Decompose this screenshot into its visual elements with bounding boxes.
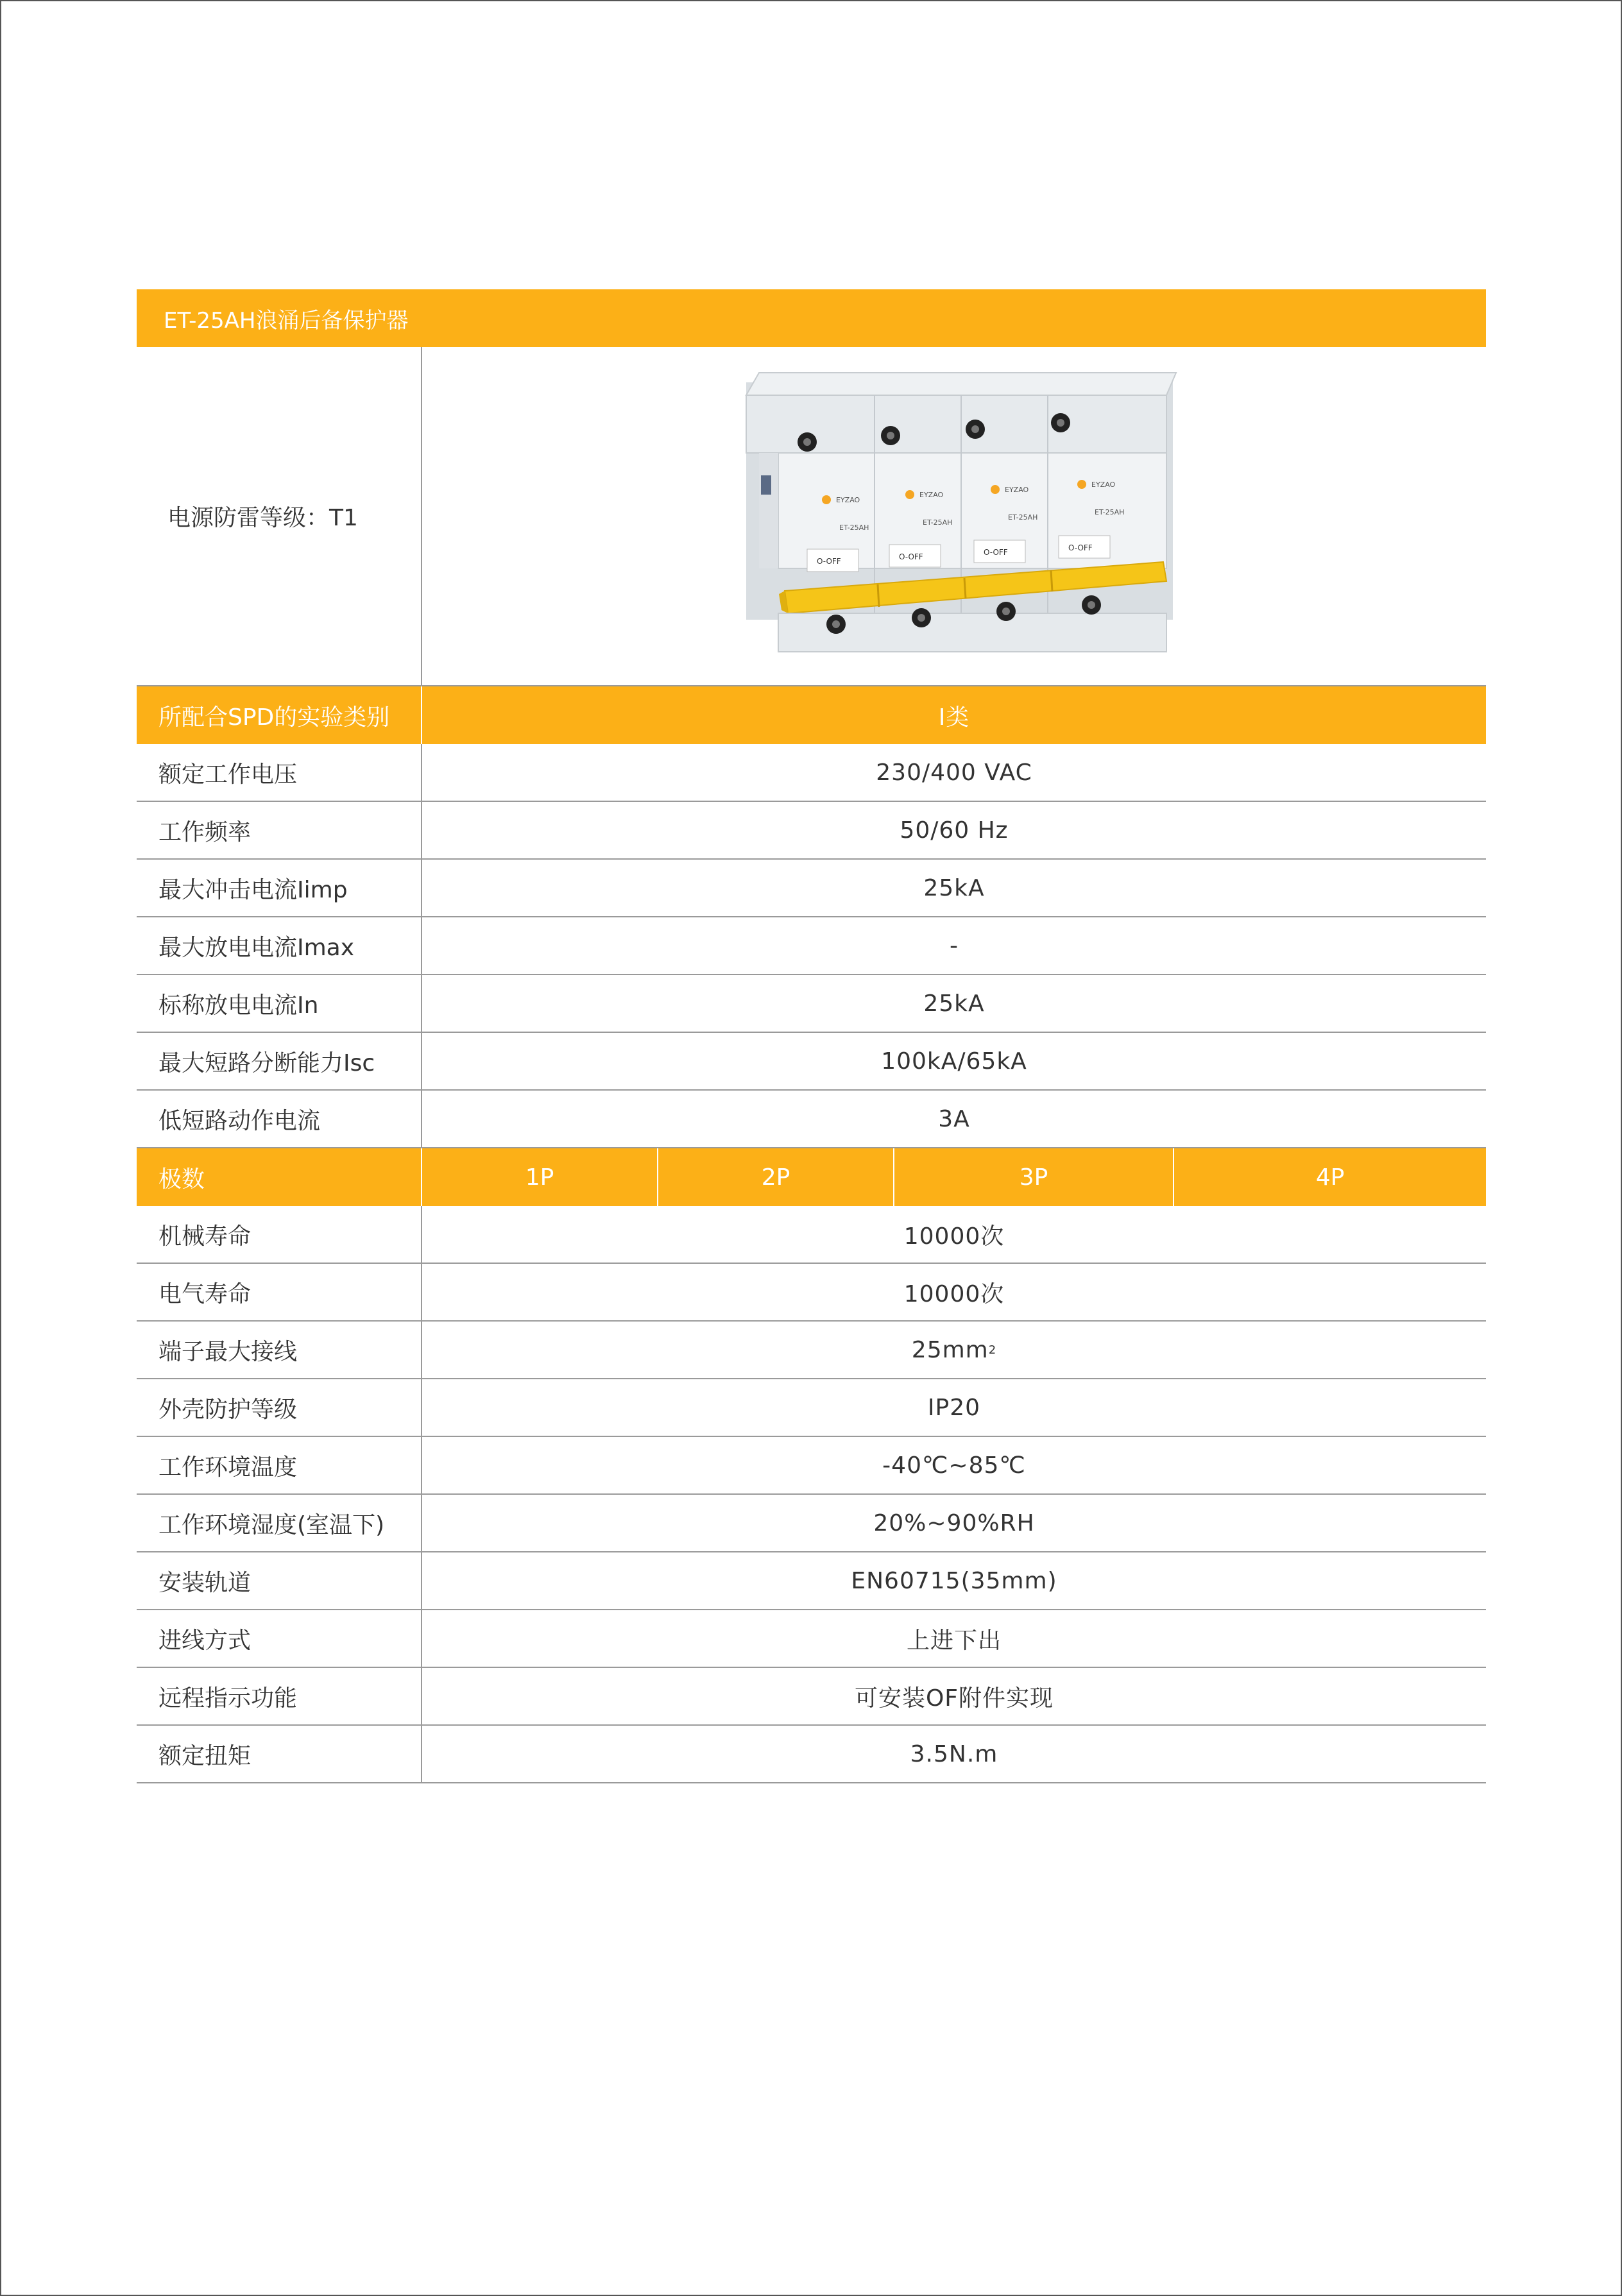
product-image xyxy=(422,347,1486,685)
spec-row xyxy=(137,802,1486,860)
svg-text:O-OFF: O-OFF xyxy=(984,548,1008,557)
spec-value: 10000次 xyxy=(903,1280,1005,1307)
spec-value: 10000次 xyxy=(903,1223,1005,1250)
spec-value: 3A xyxy=(938,1105,970,1132)
spec-row xyxy=(137,1495,1486,1552)
spec-label: 最大短路分断能力Isc xyxy=(137,1033,422,1089)
spec-label: 最大冲击电流Iimp xyxy=(137,860,422,916)
spec-row xyxy=(137,1322,1486,1379)
spec-label: 标称放电电流In xyxy=(137,975,422,1032)
poles-row xyxy=(137,1148,1486,1206)
product-image-row xyxy=(137,347,1486,686)
spec-row xyxy=(137,917,1486,975)
spec-row xyxy=(137,1437,1486,1495)
spec-value: 100kA/65kA xyxy=(881,1048,1027,1075)
spec-label: 远程指示功能 xyxy=(137,1668,422,1724)
pole-4p: 4P xyxy=(1315,1164,1345,1191)
svg-text:ET-25AH: ET-25AH xyxy=(839,523,869,532)
spec-value: 可安装OF附件实现 xyxy=(854,1685,1054,1712)
svg-text:ET-25AH: ET-25AH xyxy=(1095,508,1125,516)
spec-value: 20%~90%RH xyxy=(873,1509,1035,1536)
spec-row xyxy=(137,975,1486,1033)
spec-value: 3.5N.m xyxy=(910,1740,998,1767)
spec-row xyxy=(137,1726,1486,1783)
spec-row xyxy=(137,1033,1486,1091)
svg-text:ET-25AH: ET-25AH xyxy=(923,518,953,527)
top-terminal-block xyxy=(746,373,1176,395)
svg-text:EYZAO: EYZAO xyxy=(919,491,944,499)
pole-3p: 3P xyxy=(894,1148,1174,1206)
test-class-row xyxy=(137,686,1486,744)
spec-row xyxy=(137,1264,1486,1322)
spec-row xyxy=(137,1379,1486,1437)
poles-label: 极数 xyxy=(137,1148,422,1206)
spec-label: 进线方式 xyxy=(137,1610,422,1667)
spec-sheet xyxy=(137,289,1486,1783)
spec-label: 低短路动作电流 xyxy=(137,1091,422,1147)
spec-value xyxy=(422,1322,1486,1378)
spec-label: 额定工作电压 xyxy=(137,744,422,801)
superscript: 2 xyxy=(988,1343,997,1357)
spec-label: 安装轨道 xyxy=(137,1552,422,1609)
spec-value: EN60715(35mm) xyxy=(851,1567,1057,1594)
spec-label: 电气寿命 xyxy=(137,1264,422,1320)
spec-value: 50/60 Hz xyxy=(900,817,1009,844)
pole-2p: 2P xyxy=(658,1148,894,1206)
svg-text:EYZAO: EYZAO xyxy=(1091,480,1116,489)
spec-label: 额定扭矩 xyxy=(137,1726,422,1782)
spec-label: 最大放电电流Imax xyxy=(137,917,422,974)
svg-text:EYZAO: EYZAO xyxy=(836,496,860,504)
spec-row xyxy=(137,744,1486,802)
svg-text:ET-25AH: ET-25AH xyxy=(1008,513,1038,522)
spec-value: 25kA xyxy=(923,990,985,1017)
product-image-cell xyxy=(422,347,1486,685)
test-class-value: I类 xyxy=(938,704,970,731)
spec-row xyxy=(137,1552,1486,1610)
spec-label: 外壳防护等级 xyxy=(137,1379,422,1436)
page-title: ET-25AH浪涌后备保护器 xyxy=(137,289,1486,347)
svg-text:O-OFF: O-OFF xyxy=(817,557,841,566)
lightning-level-label: 电源防雷等级：T1 xyxy=(137,347,422,685)
spec-value: 25kA xyxy=(923,874,985,901)
spec-value: 上进下出 xyxy=(906,1627,1002,1654)
spec-label: 工作环境湿度(室温下) xyxy=(137,1495,422,1551)
spec-label: 机械寿命 xyxy=(137,1206,422,1263)
spec-value: IP20 xyxy=(927,1394,981,1421)
spec-label: 工作频率 xyxy=(137,802,422,858)
svg-text:O-OFF: O-OFF xyxy=(899,552,923,561)
spec-label: 工作环境温度 xyxy=(137,1437,422,1493)
svg-text:EYZAO: EYZAO xyxy=(1005,486,1029,494)
spec-row xyxy=(137,1668,1486,1726)
spec-row xyxy=(137,1610,1486,1668)
pole-1p: 1P xyxy=(422,1148,658,1206)
spec-row xyxy=(137,860,1486,917)
svg-text:O-OFF: O-OFF xyxy=(1068,543,1093,552)
spec-row xyxy=(137,1206,1486,1264)
spec-label: 端子最大接线 xyxy=(137,1322,422,1378)
spec-value: - xyxy=(950,932,959,959)
terminal-value: 25mm xyxy=(911,1336,989,1363)
spec-value: -40℃~85℃ xyxy=(882,1452,1026,1479)
spec-row xyxy=(137,1091,1486,1148)
test-class-label: 所配合SPD的实验类别 xyxy=(137,686,422,744)
spec-value: 230/400 VAC xyxy=(876,759,1032,786)
